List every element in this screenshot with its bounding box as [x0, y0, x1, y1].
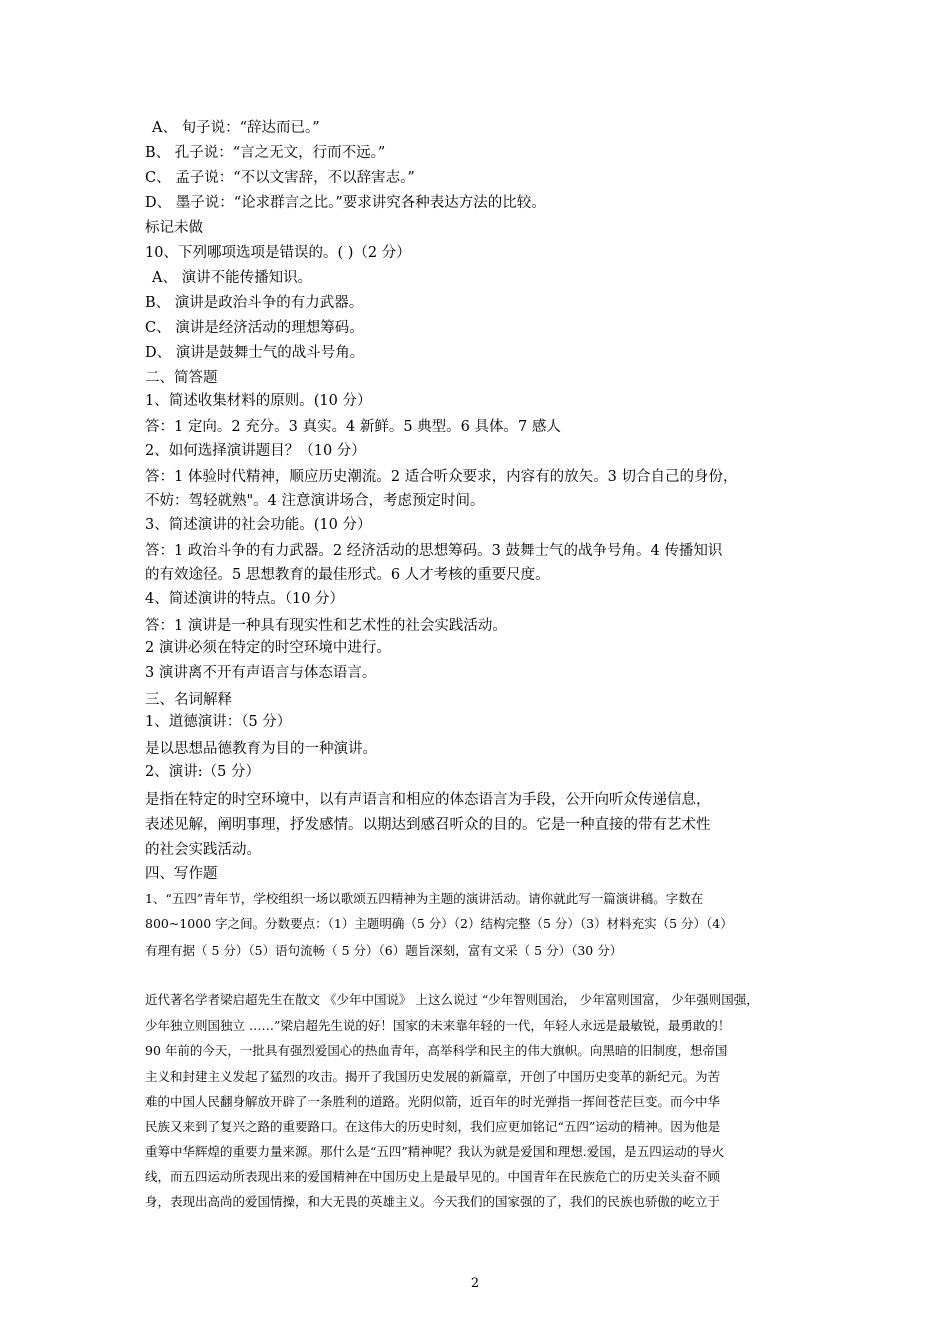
q10-option-d: D、 演讲是鼓舞士气的战斗号角。 — [145, 345, 365, 361]
essay-line: 近代著名学者梁启超先生在散文 《少年中国说》 上这么说过 “少年智则国治， 少年富则国富， 少年强则国强， — [145, 992, 759, 1007]
section4-prompt-line2: 800~1000 字之间。分数要点：（1）主题明确（5 分）（2）结构完整（5 分）（3）材料充实（5 分）（4） — [145, 916, 733, 931]
q9-option-b: B、 孔子说：“言之无文，行而不远。” — [145, 145, 386, 161]
essay-line: 线，而五四运动所表现出来的爱国精神在中国历史上是最早见的。中国青年在民族危亡的历史关头奋不顾 — [145, 1169, 721, 1184]
section2-a4-line1: 答：1 演讲是一种具有现实性和艺术性的社会实践活动。 — [145, 618, 507, 634]
q10-stem: 10、下列哪项选项是错误的。( )（2 分） — [145, 245, 411, 261]
section2-q3: 3、简述演讲的社会功能。(10 分） — [145, 517, 372, 533]
essay-line: 主义和封建主义发起了猛烈的攻击。揭开了我国历史发展的新篇章，开创了中国历史变革的新纪元。为苦 — [145, 1069, 721, 1084]
section2-a3-line1: 答：1 政治斗争的有力武器。2 经济活动的思想筹码。3 鼓舞士气的战争号角。4 传播知识 — [145, 543, 723, 559]
section2-a2-line2: 不妨：驾轻就熟"。4 注意演讲场合，考虑预定时间。 — [145, 493, 485, 509]
section2-q2: 2、如何选择演讲题目？（10 分） — [145, 443, 366, 459]
section2-title: 二、简答题 — [145, 370, 218, 386]
section4-title: 四、写作题 — [145, 866, 218, 882]
q10-option-b: B、 演讲是政治斗争的有力武器。 — [145, 295, 364, 311]
essay-line: 90 年前的今天，一批具有强烈爱国心的热血青年，高举科学和民主的伟大旗帜。向黑暗的旧制度，想帝国 — [145, 1043, 728, 1058]
q9-option-c: C、 孟子说：“不以文害辞，不以辞害志。” — [145, 170, 415, 186]
section3-term2: 2、演讲:（5 分） — [145, 764, 260, 780]
section3-def2-line2: 表述见解，阐明事理，抒发感情。以期达到感召听众的目的。它是一种直接的带有艺术性 — [145, 817, 711, 833]
mark-not-done: 标记未做 — [145, 220, 203, 236]
section3-def2-line1: 是指在特定的时空环境中，以有声语言和相应的体态语言为手段，公开向听众传递信息， — [145, 792, 711, 808]
section2-a3-line2: 的有效途径。5 思想教育的最佳形式。6 人才考核的重要尺度。 — [145, 567, 550, 583]
section3-title: 三、名词解释 — [145, 692, 232, 708]
q10-option-a: A、 演讲不能传播知识。 — [152, 270, 313, 286]
section2-q4: 4、简述演讲的特点。（10 分） — [145, 591, 345, 607]
essay-line: 少年独立则国独立 ……”梁启超先生说的好！国家的未来靠年轻的一代，年轻人永远是最敏锐，最勇敢的！ — [145, 1018, 731, 1033]
q9-option-a: A、 旬子说：“辞达而已。” — [152, 120, 320, 136]
essay-line: 民族又来到了复兴之路的重要路口。在这伟大的历史时刻，我们应更加铭记“五四”运动的精神。因为他是 — [145, 1119, 721, 1134]
essay-line: 难的中国人民翻身解放开辟了一条胜利的道路。光阴似箭，近百年的时光弹指一挥间苍茫巨变。而今中华 — [145, 1094, 721, 1109]
section3-def1: 是以思想品德教育为目的一种演讲。 — [145, 741, 377, 757]
section3-def2-line3: 的社会实践活动。 — [145, 842, 261, 858]
q10-option-c: C、 演讲是经济活动的理想筹码。 — [145, 320, 364, 336]
section2-a4-line3: 3 演讲离不开有声语言与体态语言。 — [145, 665, 377, 681]
section2-a1: 答：1 定向。2 充分。3 真实。4 新鲜。5 典型。6 具体。7 感人 — [145, 419, 561, 435]
section4-prompt-line1: 1、“五四”青年节，学校组织一场以歌颂五四精神为主题的演讲活动。请你就此写一篇演讲稿。字数在 — [145, 891, 704, 906]
section3-term1: 1、道德演讲：（5 分） — [145, 714, 292, 730]
section2-q1: 1、简述收集材料的原则。(10 分） — [145, 393, 372, 409]
section4-prompt-line3: 有理有据（ 5 分）（5）语句流畅（ 5 分）（6）题旨深刻，富有文采（ 5 分）（30 分） — [145, 943, 623, 958]
page-number: 2 — [470, 1276, 480, 1291]
q9-option-d: D、 墨子说：“论求群言之比。”要求讲究各种表达方法的比较。 — [145, 195, 546, 211]
essay-line: 重筹中华辉煌的重要力量来源。那什么是“五四”精神呢？我认为就是爱国和理想.爱国，是五四运动的导火 — [145, 1144, 725, 1159]
section2-a2-line1: 答：1 体验时代精神，顺应历史潮流。2 适合听众要求，内容有的放矢。3 切合自己的身份， — [145, 469, 738, 485]
section2-a4-line2: 2 演讲必须在特定的时空环境中进行。 — [145, 640, 391, 656]
essay-line: 身，表现出高尚的爱国情操，和大无畏的英雄主义。今天我们的国家强的了，我们的民族也骄傲的屹立于 — [145, 1194, 721, 1209]
